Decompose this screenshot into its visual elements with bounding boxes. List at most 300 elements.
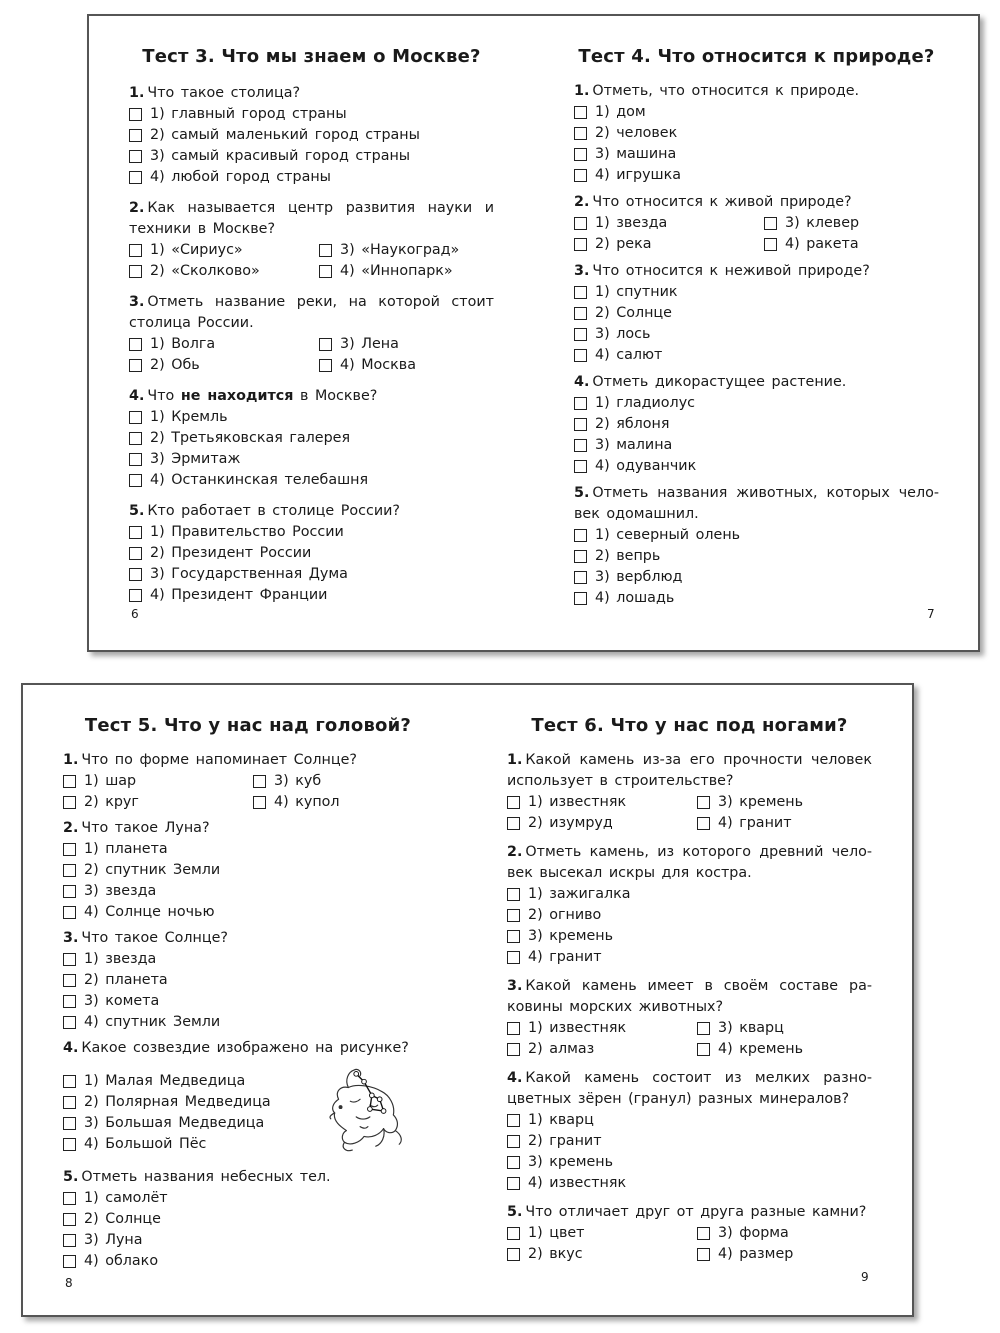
test-6-title: Тест 6. Что у нас под ногами? (531, 715, 848, 736)
option-label: 1) зажигалка (528, 886, 631, 902)
option[interactable] (574, 456, 939, 477)
option[interactable] (129, 564, 494, 585)
option[interactable] (129, 428, 494, 449)
option-label: 3) кремень (528, 1154, 614, 1170)
checkbox-icon[interactable] (129, 526, 142, 539)
option-label: 1) «Сириус» (150, 242, 243, 258)
question-number: 2. (63, 820, 79, 836)
option[interactable] (574, 435, 939, 456)
option-label: 4) салют (595, 347, 663, 363)
checkbox-icon[interactable] (574, 460, 587, 473)
option-label: 2) человек (595, 125, 678, 141)
question-number: 1. (129, 85, 145, 101)
option-label: 4) размер (718, 1246, 794, 1262)
option-label: 3) форма (718, 1225, 789, 1241)
option-label: 4) Москва (340, 357, 416, 373)
question-text: Что отличает друг от друга разные камни? (525, 1204, 867, 1220)
option-label: 2) изумруд (528, 815, 613, 831)
option[interactable] (63, 881, 433, 902)
question-text: Что относится к живой природе? (592, 194, 852, 210)
option-label: 4) Останкинская телебашня (150, 472, 369, 488)
question-number: 5. (63, 1169, 79, 1185)
option[interactable] (507, 1110, 872, 1131)
question-number: 1. (63, 752, 79, 768)
option[interactable] (129, 449, 494, 470)
option[interactable] (574, 123, 939, 144)
option[interactable] (507, 1018, 697, 1039)
option[interactable] (63, 1230, 433, 1251)
option[interactable] (574, 324, 939, 345)
option-label: 1) Правительство России (150, 524, 344, 540)
book-spread-pages-8-9 (21, 683, 914, 1317)
option[interactable] (319, 355, 494, 376)
option-label: 1) самолёт (84, 1190, 168, 1206)
option[interactable] (129, 470, 494, 491)
checkbox-icon[interactable] (574, 328, 587, 341)
option-label: 2) река (595, 236, 652, 252)
question-text-post: в Москве? (293, 388, 378, 404)
option[interactable] (129, 240, 319, 261)
question-text: Отметь название реки, на которой стоит столица России. (129, 294, 494, 331)
checkbox-icon[interactable] (129, 129, 142, 142)
question-3 (574, 261, 939, 366)
option[interactable] (319, 261, 494, 282)
question-number: 2. (507, 844, 523, 860)
question-4 (63, 1038, 433, 1155)
question-1 (574, 81, 939, 186)
checkbox-icon[interactable] (574, 592, 587, 605)
question-text: Что по форме напоминает Солнце? (81, 752, 358, 768)
question-3 (63, 928, 433, 1033)
checkbox-icon[interactable] (507, 1022, 520, 1035)
question-number: 4. (63, 1040, 79, 1056)
checkbox-icon[interactable] (574, 148, 587, 161)
option-label: 2) яблоня (595, 416, 670, 432)
option[interactable] (129, 543, 494, 564)
option-label: 2) вкус (528, 1246, 583, 1262)
question-1 (129, 83, 494, 188)
option[interactable] (507, 1131, 872, 1152)
option[interactable] (129, 407, 494, 428)
option-label: 3) «Наукоград» (340, 242, 460, 258)
option-label: 3) куб (274, 773, 322, 789)
option-label: 2) гранит (528, 1133, 602, 1149)
option-label: 4) лошадь (595, 590, 675, 606)
checkbox-icon[interactable] (129, 244, 142, 257)
checkbox-icon[interactable] (253, 775, 266, 788)
option-label: 2) Солнце (595, 305, 672, 321)
option-label: 1) шар (84, 773, 137, 789)
option[interactable] (129, 167, 494, 188)
checkbox-icon[interactable] (319, 338, 332, 351)
checkbox-icon[interactable] (574, 439, 587, 452)
checkbox-icon[interactable] (697, 1043, 710, 1056)
question-number: 5. (574, 485, 590, 501)
checkbox-icon[interactable] (764, 217, 777, 230)
checkbox-icon[interactable] (507, 1114, 520, 1127)
option-label: 1) звезда (84, 951, 157, 967)
checkbox-icon[interactable] (129, 338, 142, 351)
option[interactable] (507, 1173, 872, 1194)
option-label: 4) кремень (718, 1041, 804, 1057)
option-label: 1) дом (595, 104, 646, 120)
checkbox-icon[interactable] (63, 775, 76, 788)
option[interactable] (574, 567, 939, 588)
checkbox-icon[interactable] (507, 1043, 520, 1056)
option-label: 2) Обь (150, 357, 200, 373)
option-label: 2) спутник Земли (84, 862, 221, 878)
checkbox-icon[interactable] (129, 150, 142, 163)
option-label: 4) «Иннопарк» (340, 263, 453, 279)
option-label: 3) кремень (528, 928, 614, 944)
question-3 (129, 292, 494, 376)
checkbox-icon[interactable] (697, 817, 710, 830)
option-label: 1) Волга (150, 336, 216, 352)
checkbox-icon[interactable] (507, 817, 520, 830)
question-text: Отметь, что относится к природе. (592, 83, 860, 99)
checkbox-icon[interactable] (574, 349, 587, 362)
option[interactable] (63, 792, 253, 813)
question-text: Что относится к неживой природе? (592, 263, 870, 279)
page-number-right: 9 (861, 1270, 869, 1284)
option-label: 3) кремень (718, 794, 804, 810)
option-label: 3) Лена (340, 336, 399, 352)
question-text: Как называется центр развития науки и техники в Москве? (129, 200, 494, 237)
option-label: 1) планета (84, 841, 168, 857)
checkbox-icon[interactable] (697, 1248, 710, 1261)
question-5 (507, 1202, 872, 1265)
option-label: 4) Солнце ночью (84, 904, 215, 920)
bear-constellation-illustration (321, 1062, 409, 1160)
checkbox-icon[interactable] (253, 796, 266, 809)
checkbox-icon[interactable] (507, 909, 520, 922)
question-number: 2. (574, 194, 590, 210)
question-number: 2. (129, 200, 145, 216)
checkbox-icon[interactable] (63, 1234, 76, 1247)
option-label: 4) одуванчик (595, 458, 697, 474)
option-label: 4) Большой Пёс (84, 1136, 207, 1152)
question-5 (574, 483, 939, 609)
option[interactable] (63, 771, 253, 792)
option[interactable] (507, 792, 697, 813)
option-label: 4) Президент Франции (150, 587, 328, 603)
option[interactable] (507, 1244, 697, 1265)
question-number: 4. (574, 374, 590, 390)
checkbox-icon[interactable] (507, 951, 520, 964)
checkbox-icon[interactable] (63, 906, 76, 919)
checkbox-icon[interactable] (319, 244, 332, 257)
page-number-left: 8 (65, 1276, 73, 1290)
option[interactable] (63, 860, 433, 881)
option-label: 2) Солнце (84, 1211, 161, 1227)
option-label: 3) Большая Медведица (84, 1115, 265, 1131)
checkbox-icon[interactable] (574, 169, 587, 182)
option[interactable] (574, 144, 939, 165)
option[interactable] (507, 884, 872, 905)
option[interactable] (574, 393, 939, 414)
option[interactable] (63, 839, 433, 860)
option[interactable] (253, 792, 433, 813)
option-label: 2) самый маленький город страны (150, 127, 420, 143)
checkbox-icon[interactable] (574, 217, 587, 230)
checkbox-icon[interactable] (129, 171, 142, 184)
option[interactable] (574, 303, 939, 324)
option[interactable] (574, 282, 939, 303)
option[interactable] (764, 234, 939, 255)
option[interactable] (63, 991, 433, 1012)
checkbox-icon[interactable] (129, 474, 142, 487)
checkbox-icon[interactable] (63, 843, 76, 856)
checkbox-icon[interactable] (129, 589, 142, 602)
option[interactable] (697, 1223, 872, 1244)
checkbox-icon[interactable] (319, 359, 332, 372)
checkbox-icon[interactable] (319, 265, 332, 278)
checkbox-icon[interactable] (129, 453, 142, 466)
checkbox-icon[interactable] (63, 1075, 76, 1088)
option-label: 4) гранит (718, 815, 792, 831)
option-label: 1) звезда (595, 215, 668, 231)
option-label: 4) любой город страны (150, 169, 331, 185)
option[interactable] (129, 355, 319, 376)
option-label: 1) спутник (595, 284, 678, 300)
checkbox-icon[interactable] (63, 1016, 76, 1029)
option[interactable] (319, 334, 494, 355)
option-label: 1) кварц (528, 1112, 594, 1128)
option[interactable] (697, 1039, 872, 1060)
option-label: 3) самый красивый город страны (150, 148, 411, 164)
checkbox-icon[interactable] (63, 1213, 76, 1226)
option-label: 1) гладиолус (595, 395, 696, 411)
option[interactable] (129, 125, 494, 146)
option-label: 4) облако (84, 1253, 159, 1269)
option-label: 3) звезда (84, 883, 157, 899)
option[interactable] (129, 585, 494, 606)
question-text: Что такое столица? (147, 85, 301, 101)
option[interactable] (129, 334, 319, 355)
checkbox-icon[interactable] (697, 1227, 710, 1240)
question-text: Отметь дикорастущее растение. (592, 374, 847, 390)
option-label: 3) кварц (718, 1020, 784, 1036)
option-label: 3) клевер (785, 215, 860, 231)
checkbox-icon[interactable] (697, 1022, 710, 1035)
option-label: 4) известняк (528, 1175, 627, 1191)
option[interactable] (574, 213, 764, 234)
checkbox-icon[interactable] (764, 238, 777, 251)
test-3-title: Тест 3. Что мы знаем о Москве? (142, 46, 481, 67)
option[interactable] (574, 102, 939, 123)
option[interactable] (697, 792, 872, 813)
option[interactable] (574, 588, 939, 609)
question-2 (507, 842, 872, 968)
option-label: 1) главный город страны (150, 106, 347, 122)
checkbox-icon[interactable] (574, 238, 587, 251)
option[interactable] (507, 1152, 872, 1173)
checkbox-icon[interactable] (129, 265, 142, 278)
checkbox-icon[interactable] (63, 1255, 76, 1268)
test-4-title: Тест 4. Что относится к природе? (578, 46, 935, 67)
option-label: 2) Третьяковская галерея (150, 430, 351, 446)
option[interactable] (507, 905, 872, 926)
option[interactable] (507, 926, 872, 947)
checkbox-icon[interactable] (697, 796, 710, 809)
option-label: 3) комета (84, 993, 160, 1009)
checkbox-icon[interactable] (574, 307, 587, 320)
option-label: 1) Малая Медведица (84, 1073, 246, 1089)
checkbox-icon[interactable] (507, 1156, 520, 1169)
checkbox-icon[interactable] (129, 568, 142, 581)
checkbox-icon[interactable] (129, 108, 142, 121)
question-text: Что такое Солнце? (81, 930, 228, 946)
checkbox-icon[interactable] (574, 127, 587, 140)
option[interactable] (507, 1223, 697, 1244)
page-number-left: 6 (131, 607, 139, 621)
question-text: Что такое Луна? (81, 820, 210, 836)
option[interactable] (129, 104, 494, 125)
question-number: 5. (507, 1204, 523, 1220)
option-label: 2) круг (84, 794, 139, 810)
option-label: 1) Кремль (150, 409, 228, 425)
question-4 (129, 386, 494, 491)
checkbox-icon[interactable] (507, 1227, 520, 1240)
checkbox-icon[interactable] (574, 397, 587, 410)
checkbox-icon[interactable] (507, 930, 520, 943)
option[interactable] (63, 970, 433, 991)
option-label: 3) машина (595, 146, 677, 162)
question-2 (63, 818, 433, 923)
question-text: Отметь камень, из которого древний чело-век высекал искры для костра. (507, 844, 872, 881)
checkbox-icon[interactable] (574, 529, 587, 542)
option-label: 3) верблюд (595, 569, 683, 585)
option[interactable] (319, 240, 494, 261)
question-text: Какой камень из-за его прочности человек использует в строительстве? (507, 752, 872, 789)
question-text-emphasis: не находится (180, 388, 294, 404)
question-number: 3. (129, 294, 145, 310)
question-text: Какой камень имеет в своём составе ра-ковины морских животных? (507, 978, 872, 1015)
option-label: 2) Президент России (150, 545, 312, 561)
checkbox-icon[interactable] (129, 359, 142, 372)
checkbox-icon[interactable] (574, 550, 587, 563)
question-number: 1. (574, 83, 590, 99)
option-label: 4) ракета (785, 236, 859, 252)
question-text: Какое созвездие изображено на рисунке? (81, 1040, 409, 1056)
test-3-column (129, 46, 494, 606)
question-3 (507, 976, 872, 1060)
option[interactable] (507, 813, 697, 834)
checkbox-icon[interactable] (574, 418, 587, 431)
checkbox-icon[interactable] (129, 547, 142, 560)
checkbox-icon[interactable] (63, 1138, 76, 1151)
question-number: 3. (63, 930, 79, 946)
question-5 (129, 501, 494, 606)
option[interactable] (63, 1188, 433, 1209)
question-text: Отметь названия небесных тел. (81, 1169, 331, 1185)
option[interactable] (63, 1012, 433, 1033)
checkbox-icon[interactable] (63, 1096, 76, 1109)
checkbox-icon[interactable] (574, 286, 587, 299)
question-number: 3. (574, 263, 590, 279)
option[interactable] (507, 1039, 697, 1060)
option[interactable] (129, 261, 319, 282)
checkbox-icon[interactable] (63, 1117, 76, 1130)
page-number-right: 7 (927, 607, 935, 621)
option[interactable] (63, 902, 433, 923)
checkbox-icon[interactable] (574, 571, 587, 584)
option[interactable] (697, 1018, 872, 1039)
option[interactable] (63, 949, 433, 970)
checkbox-icon[interactable] (507, 1177, 520, 1190)
option-label: 2) планета (84, 972, 168, 988)
question-number: 1. (507, 752, 523, 768)
option[interactable] (697, 1244, 872, 1265)
checkbox-icon[interactable] (129, 432, 142, 445)
checkbox-icon[interactable] (63, 796, 76, 809)
option-label: 4) купол (274, 794, 340, 810)
question-5 (63, 1167, 433, 1272)
question-number: 4. (129, 388, 145, 404)
option-label: 3) малина (595, 437, 673, 453)
checkbox-icon[interactable] (507, 796, 520, 809)
checkbox-icon[interactable] (574, 106, 587, 119)
option-label: 2) «Сколково» (150, 263, 260, 279)
option-label: 2) алмаз (528, 1041, 595, 1057)
checkbox-icon[interactable] (507, 888, 520, 901)
checkbox-icon[interactable] (63, 1192, 76, 1205)
test-5-title: Тест 5. Что у нас над головой? (84, 715, 412, 736)
option[interactable] (574, 414, 939, 435)
book-spread-pages-6-7 (87, 14, 980, 652)
checkbox-icon[interactable] (507, 1248, 520, 1261)
checkbox-icon[interactable] (507, 1135, 520, 1148)
question-text: Кто работает в столице России? (147, 503, 400, 519)
option-label: 1) известняк (528, 1020, 627, 1036)
option[interactable] (697, 813, 872, 834)
checkbox-icon[interactable] (63, 995, 76, 1008)
option-label: 1) цвет (528, 1225, 585, 1241)
option[interactable] (764, 213, 939, 234)
question-text: Какой камень состоит из мелких разно-цветных зёрен (гранул) разных минералов? (507, 1070, 872, 1107)
checkbox-icon[interactable] (63, 864, 76, 877)
option[interactable] (574, 345, 939, 366)
checkbox-icon[interactable] (63, 974, 76, 987)
option-label: 4) игрушка (595, 167, 682, 183)
option[interactable] (574, 165, 939, 186)
option-label: 3) Государственная Дума (150, 566, 348, 582)
option[interactable] (253, 771, 433, 792)
option-label: 3) Эрмитаж (150, 451, 241, 467)
question-number: 4. (507, 1070, 523, 1086)
question-text: Отметь названия животных, которых чело-век одомашнил. (574, 485, 939, 522)
question-4 (574, 372, 939, 477)
option-label: 1) известняк (528, 794, 627, 810)
checkbox-icon[interactable] (63, 885, 76, 898)
checkbox-icon[interactable] (63, 953, 76, 966)
test-4-column (574, 46, 939, 609)
option[interactable] (63, 1209, 433, 1230)
test-6-column (507, 715, 872, 1265)
option[interactable] (507, 947, 872, 968)
option[interactable] (129, 146, 494, 167)
option[interactable] (574, 234, 764, 255)
option-label: 4) гранит (528, 949, 602, 965)
option[interactable] (129, 522, 494, 543)
option[interactable] (574, 546, 939, 567)
option-label: 2) Полярная Медведица (84, 1094, 271, 1110)
option-label: 4) спутник Земли (84, 1014, 221, 1030)
option[interactable] (574, 525, 939, 546)
checkbox-icon[interactable] (129, 411, 142, 424)
question-2 (129, 198, 494, 282)
option[interactable] (63, 1251, 433, 1272)
